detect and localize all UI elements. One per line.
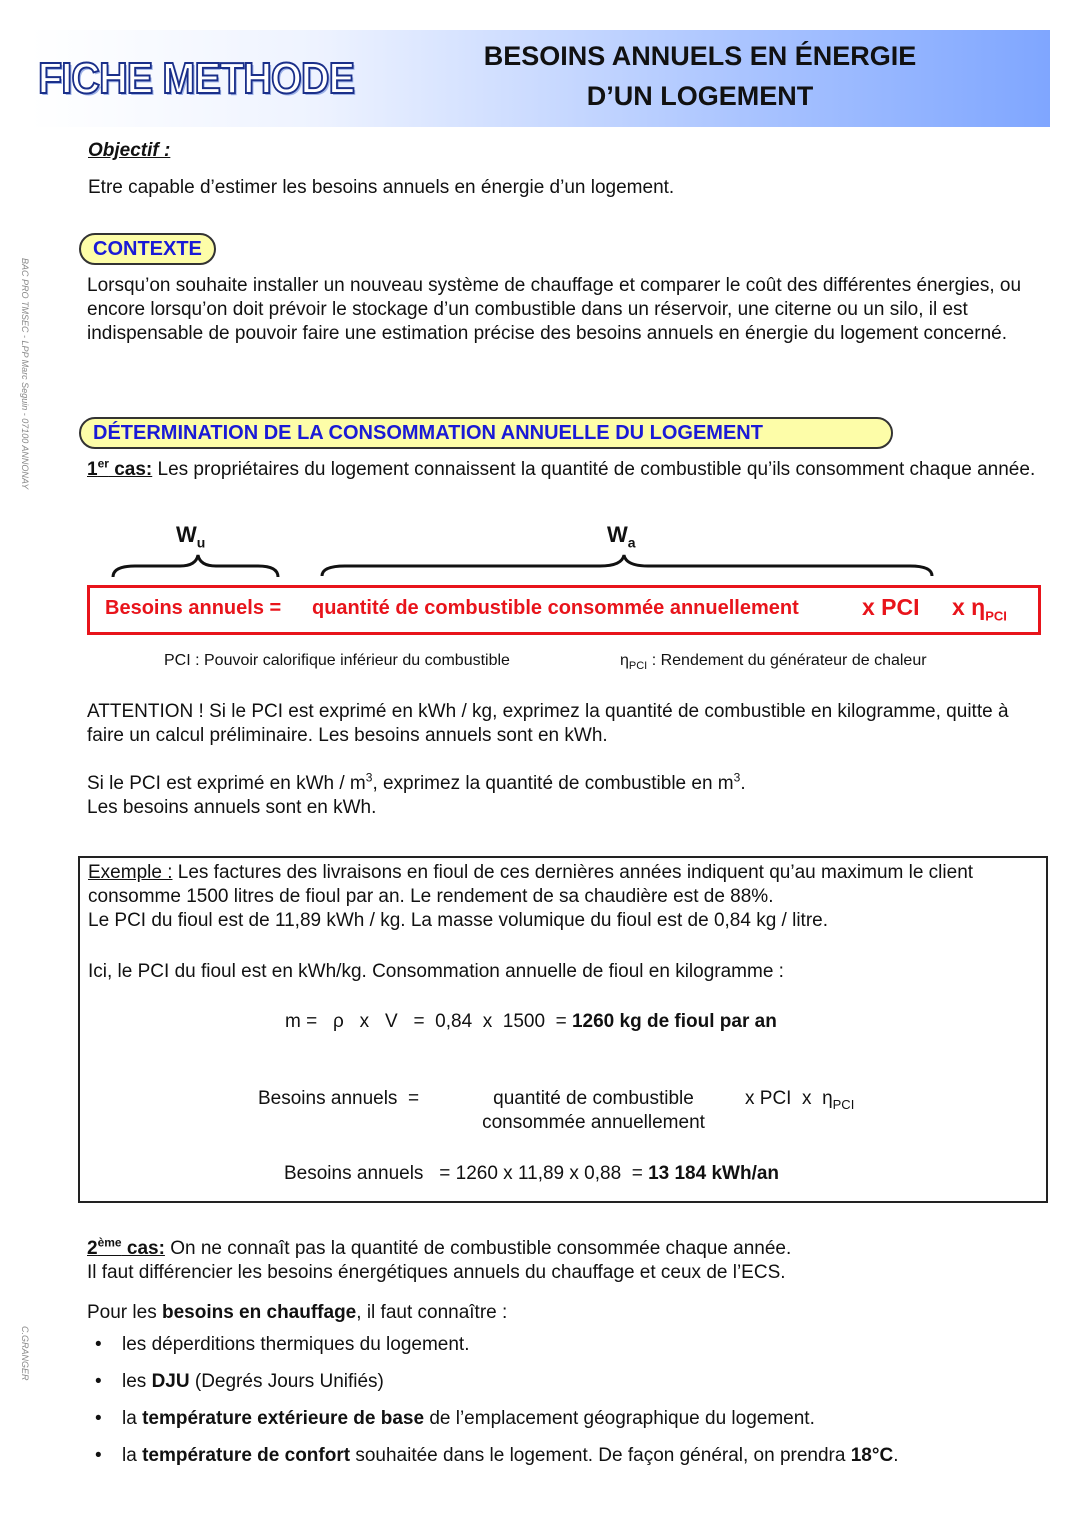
pci-m3-paragraph: Si le PCI est exprimé en kWh / $m^3$, exprimez la quantité de combustible en $m^3$. Les besoins annuels sont en kWh. <box>87 770 746 818</box>
cas2-paragraph: 2ème cas: On ne connaît pas la quantité de combustible consommée chaque année. Il faut différencier les besoins énergétiques annuels du chauffage et ceux de l’ECS. <box>87 1235 792 1283</box>
page-title <box>430 36 970 116</box>
formula-pci: x PCI <box>862 594 920 620</box>
example-besoins-quantity: quantité de combustible consommée annuellement <box>482 1088 705 1133</box>
example-result: Besoins annuels = 1260 x 11,89 x 0,88 = 13 184 kWh/an <box>284 1163 780 1184</box>
example-label: Exemple : <box>88 862 173 883</box>
list-item: • la température de confort souhaitée dans le logement. De façon général, on prendra 18°C. <box>95 1445 899 1466</box>
cas1-label: 1er cas: <box>87 456 153 480</box>
objective-text: Etre capable d’estimer les besoins annuels en énergie d’un logement. <box>88 177 675 198</box>
page-title-line2: D’UN LOGEMENT <box>586 81 814 111</box>
example-intro: Exemple : Les factures des livraisons en fioul de ces dernières années indiquent qu’au maximum le client consomme 1500 litres de fioul par an. Le rendement de sa chaudière est de 88%. Le PCI du fioul est de 11,89 kWh / kg. La masse volumique du fioul est de 0,84 kg / litre. <box>88 862 974 931</box>
contexte-paragraph: Lorsqu’on souhaite installer un nouveau système de chauffage et comparer le coût des différentes énergies, ou encore lorsqu’on doit prévoir le stockage d’un combustible dans un réservoir, une citerne ou un silo, il est indispensable de pouvoir faire une estimation précise des besoins annuels en énergie du logement concerné. <box>87 275 1022 344</box>
determination-heading: DÉTERMINATION DE LA CONSOMMATION ANNUELLE DU LOGEMENT <box>79 417 893 449</box>
formula-lhs: Besoins annuels = <box>105 597 282 619</box>
contexte-heading: CONTEXTE <box>79 233 216 265</box>
page-title-line1: BESOINS ANNUELS EN ÉNERGIE <box>483 41 917 71</box>
note-eta: $\eta_{PCI}$ : Rendement du générateur de chaleur <box>620 652 927 673</box>
side-school-text: BAC PRO TMSEC - LPP Marc Seguin - 07100 ANNONAY <box>20 258 30 490</box>
attention-paragraph: ATTENTION ! Si le PCI est exprimé en kWh / kg, exprimez la quantité de combustible en kilogramme, quitte à faire un calcul préliminaire. Les besoins annuels sont en kWh. <box>87 701 1009 746</box>
wa-brace <box>322 555 932 576</box>
cas1-text: Les propriétaires du logement connaissent la quantité de combustible qu’ils consomment chaque année. <box>152 459 1036 480</box>
list-item: • la température extérieure de base de l’emplacement géographique du logement. <box>95 1408 815 1429</box>
formula-quantity: quantité de combustible consommée annuellement <box>312 597 799 619</box>
side-author-text: C.GRANGER <box>20 1326 30 1381</box>
wu-brace <box>113 555 278 577</box>
fiche-methode-logo: FICHE METHODE <box>38 54 355 103</box>
example-besoins-rhs: x PCI x $\eta_{PCI}$ <box>745 1088 855 1112</box>
example-pci-note: Ici, le PCI du fioul est en kWh/kg. Consommation annuelle de fioul en kilogramme : <box>88 961 784 982</box>
chauffage-intro: Pour les besoins en chauffage, il faut connaître : <box>87 1302 508 1323</box>
formula-eta: x $\eta_{PCI}$ <box>952 594 1007 624</box>
example-besoins-lhs: Besoins annuels = <box>258 1088 420 1109</box>
example-mass-calc: m = ρ x V = 0,84 x 1500 = 1260 kg de fioul par an <box>285 1011 777 1032</box>
wa-label: $W_a$ <box>607 522 636 551</box>
list-item: • les déperditions thermiques du logement. <box>95 1334 470 1355</box>
cas1-paragraph <box>87 458 1037 482</box>
note-pci: PCI : Pouvoir calorifique inférieur du combustible <box>164 652 510 669</box>
objective-heading: Objectif : <box>88 140 171 161</box>
cas2-label: 2ème cas: <box>87 1235 165 1259</box>
formula-braces <box>0 520 1070 580</box>
wu-label: $W_u$ <box>176 522 206 551</box>
list-item: • les DJU (Degrés Jours Unifiés) <box>95 1371 384 1392</box>
